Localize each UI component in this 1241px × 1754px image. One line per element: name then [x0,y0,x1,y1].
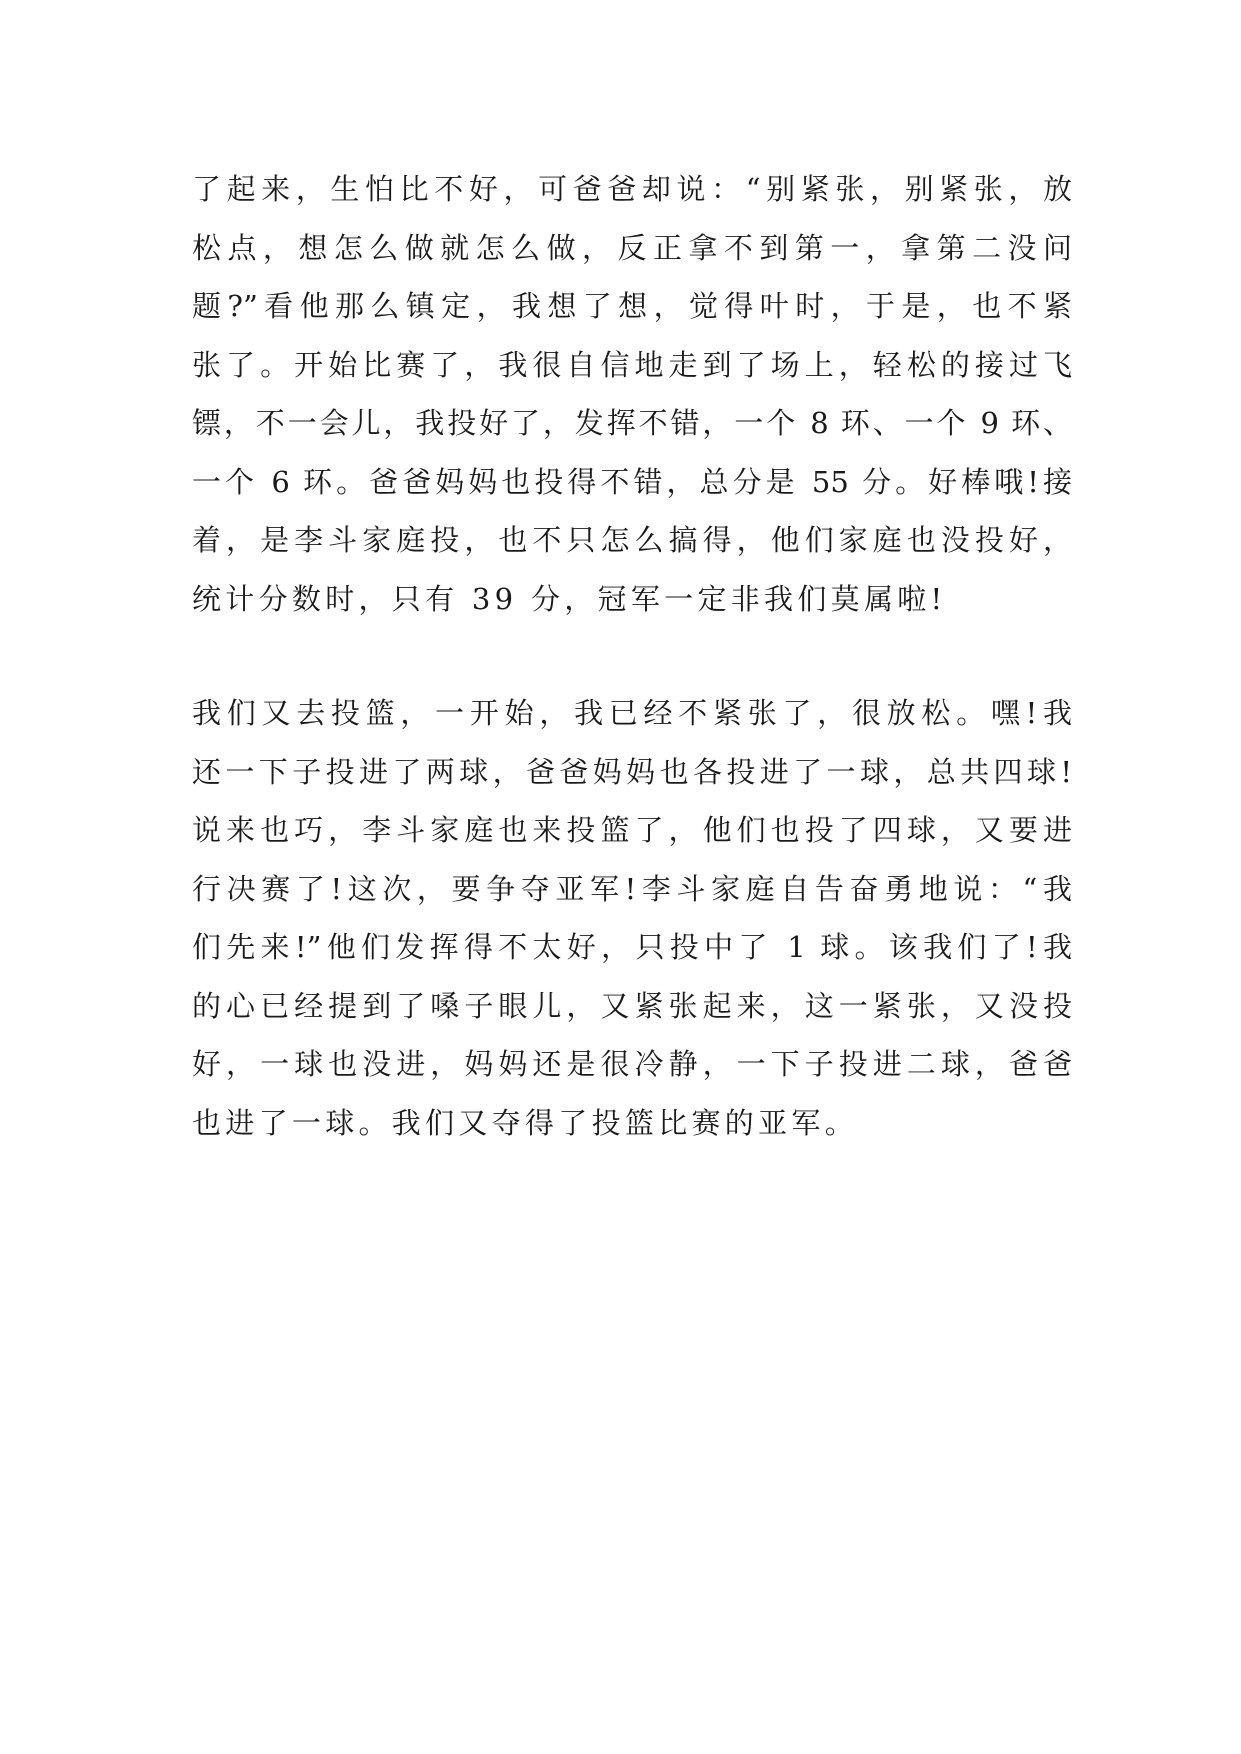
paragraph-line: 题?”看他那么镇定，我想了想，觉得叶时，于是，也不紧 [192,289,1072,323]
paragraph-1 [192,160,1072,628]
paragraph-line: 松点，想怎么做就怎么做，反正拿不到第一，拿第二没问 [192,230,1072,265]
paragraph-line: 镖，不一会儿，我投好了，发挥不错，一个 8 环、一个 9 环、 [192,406,1072,440]
paragraph-line: 张了。开始比赛了，我很自信地走到了场上，轻松的接过飞 [192,347,1072,382]
paragraph-line: 行决赛了!这次，要争夺亚军!李斗家庭自告奋勇地说：“我 [192,871,1072,906]
paragraph-line: 好，一球也没进，妈妈还是很冷静，一下子投进二球，爸爸 [192,1047,1072,1081]
paragraph-line: 了起来，生怕比不好，可爸爸却说：“别紧张，别紧张，放 [192,172,1072,206]
paragraph-line: 说来也巧，李斗家庭也来投篮了，他们也投了四球，又要进 [192,813,1072,847]
paragraph-line: 一个 6 环。爸爸妈妈也投得不错，总分是 55 分。好棒哦!接 [192,464,1072,499]
paragraph-line: 也进了一球。我们又夺得了投篮比赛的亚军。 [192,1105,859,1140]
paragraph-2 [192,684,1072,1152]
paragraph-line: 的心已经提到了嗓子眼儿，又紧张起来，这一紧张，又没投 [192,988,1072,1023]
paragraph-line: 们先来!”他们发挥得不太好，只投中了 1 球。该我们了!我 [192,930,1072,964]
paragraph-line: 我们又去投篮，一开始，我已经不紧张了，很放松。嘿!我 [192,696,1072,730]
paragraph-line: 还一下子投进了两球，爸爸妈妈也各投进了一球，总共四球! [192,754,1072,789]
paragraph-line: 统计分数时，只有 39 分，冠军一定非我们莫属啦! [192,581,947,616]
paragraph-line: 着，是李斗家庭投，也不只怎么搞得，他们家庭也没投好， [192,523,1072,557]
